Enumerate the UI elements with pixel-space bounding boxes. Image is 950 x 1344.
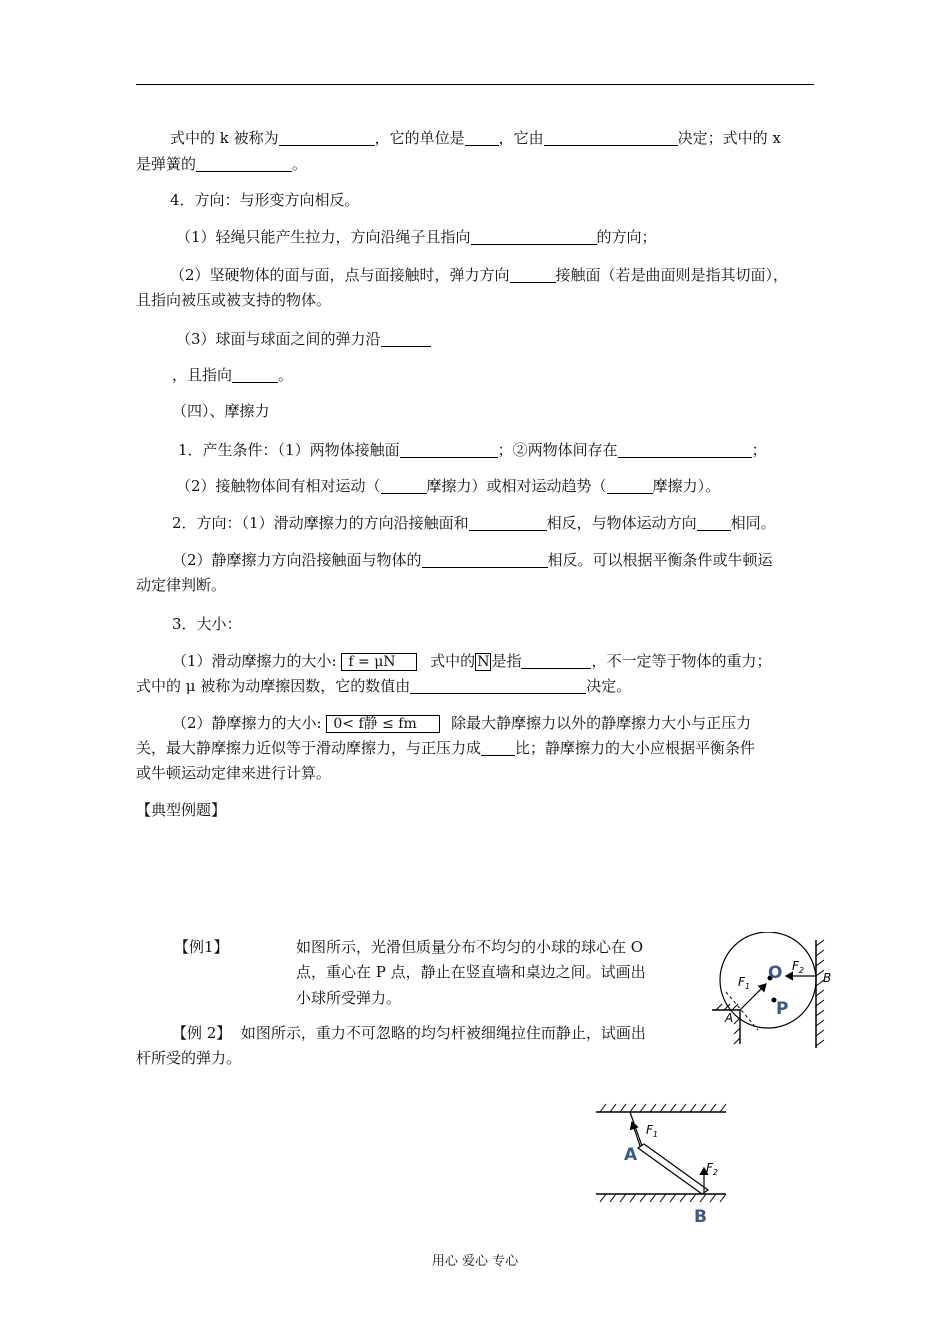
arrow-f1 [632,1122,640,1146]
label-a: A [725,1011,734,1025]
label-f1: $F_1$ [646,1123,658,1139]
formula-sliding: f = μN [341,653,417,671]
example2-line1: 【例 2】 如图所示，重力不可忽略的均匀杆被细绳拉住而静止，试画出 [172,1024,646,1042]
friction-direction-2: （2）静摩擦力方向沿接触面与物体的 相反。可以根据平衡条件或牛顿运 [172,551,773,569]
blank [279,130,375,146]
typical-examples-heading: 【典型例题】 [136,801,227,819]
blank [471,229,597,245]
blank [381,478,427,494]
example1-line1: 如图所示，光滑但质量分布不均匀的小球的球心在 O [296,938,644,956]
direction-sphere-2: ，且指向 。 [172,366,294,384]
rope [630,1112,642,1146]
static-friction-3: 或牛顿运动定律来进行计算。 [136,764,332,782]
blank [607,478,653,494]
friction-conditions-2: （2）接触物体间有相对运动（ 摩擦力）或相对运动趋势（ 摩擦力）。 [176,477,721,495]
example1-line3: 小球所受弹力。 [296,989,402,1007]
static-friction-2: 关，最大静摩擦力近似等于滑动摩擦力，与正压力成 比；静摩擦力的大小应根据平衡条件 [136,739,756,757]
blank [481,740,515,756]
label-b: B [823,971,832,985]
direction-rope: （1）轻绳只能产生拉力，方向沿绳子且指向 的方向； [176,228,657,246]
blank [465,130,499,146]
section-friction: （四）、摩擦力 [172,402,270,420]
direction-rigid: （2）坚硬物体的面与面，点与面接触时，弹力方向 接触面（若是曲面则是指其切面）， [170,266,789,284]
friction-direction-3: 动定律判断。 [136,576,227,594]
header-rule [136,84,814,85]
label-f2: $F_2$ [706,1161,718,1177]
blank [510,267,556,283]
sliding-friction: （1）滑动摩擦力的大小: f = μN 式中的 N 是指 ，不一定等于物体的重力； [172,652,772,670]
figure-rod-rope [590,1102,730,1232]
blank [618,442,752,458]
friction-conditions: 1．产生条件：（1）两物体接触面 ；②两物体间存在 ； [178,441,767,459]
blank [400,442,498,458]
formula-static: 0< f静 ≤ fm [326,715,440,733]
friction-direction: 2．方向：（1）滑动摩擦力的方向沿接触面和 相反，与物体运动方向 相同。 [172,514,776,532]
label-a: A [624,1145,638,1165]
direction-sphere: （3）球面与球面之间的弹力沿 [176,329,431,349]
label-b: B [694,1207,707,1227]
blank [469,515,547,531]
blank [521,653,591,669]
blank [410,678,586,694]
direction-rigid-2: 且指向被压或被支持的物体。 [136,291,332,309]
label-p: P [776,999,789,1019]
figure-ball-wall [712,932,832,1052]
static-friction: （2）静摩擦力的大小: 0< f静 ≤ fm 除最大静摩擦力以外的静摩擦力大小与正压力 [172,714,752,732]
blank [697,515,731,531]
example1-line2: 点，重心在 P 点，静止在竖直墙和桌边之间。试画出 [296,963,646,981]
sliding-friction-2: 式中的 μ 被称为动摩擦因数，它的数值由 决定。 [136,677,632,695]
para-k-2: 是弹簧的 。 [136,155,308,173]
blank [196,156,292,172]
label-f1: $F_1$ [738,975,750,991]
direction-heading: 4．方向：与形变方向相反。 [170,191,360,209]
para-k: 式中的 k 被称为 ，它的单位是 ，它由 决定；式中的 x [170,129,781,147]
label-o: O [768,963,783,983]
blank [422,552,548,568]
page-footer: 用心 爱心 专心 [431,1254,519,1269]
blank [232,367,278,383]
label-f2: $F_2$ [792,959,804,975]
rod [638,1144,708,1194]
friction-magnitude: 3．大小： [172,615,242,633]
example1-label: 【例1】 [174,938,229,956]
n-symbol: N [477,654,490,670]
blank [381,331,431,347]
example2-line2: 杆所受的弹力。 [136,1049,242,1067]
blank [544,130,678,146]
